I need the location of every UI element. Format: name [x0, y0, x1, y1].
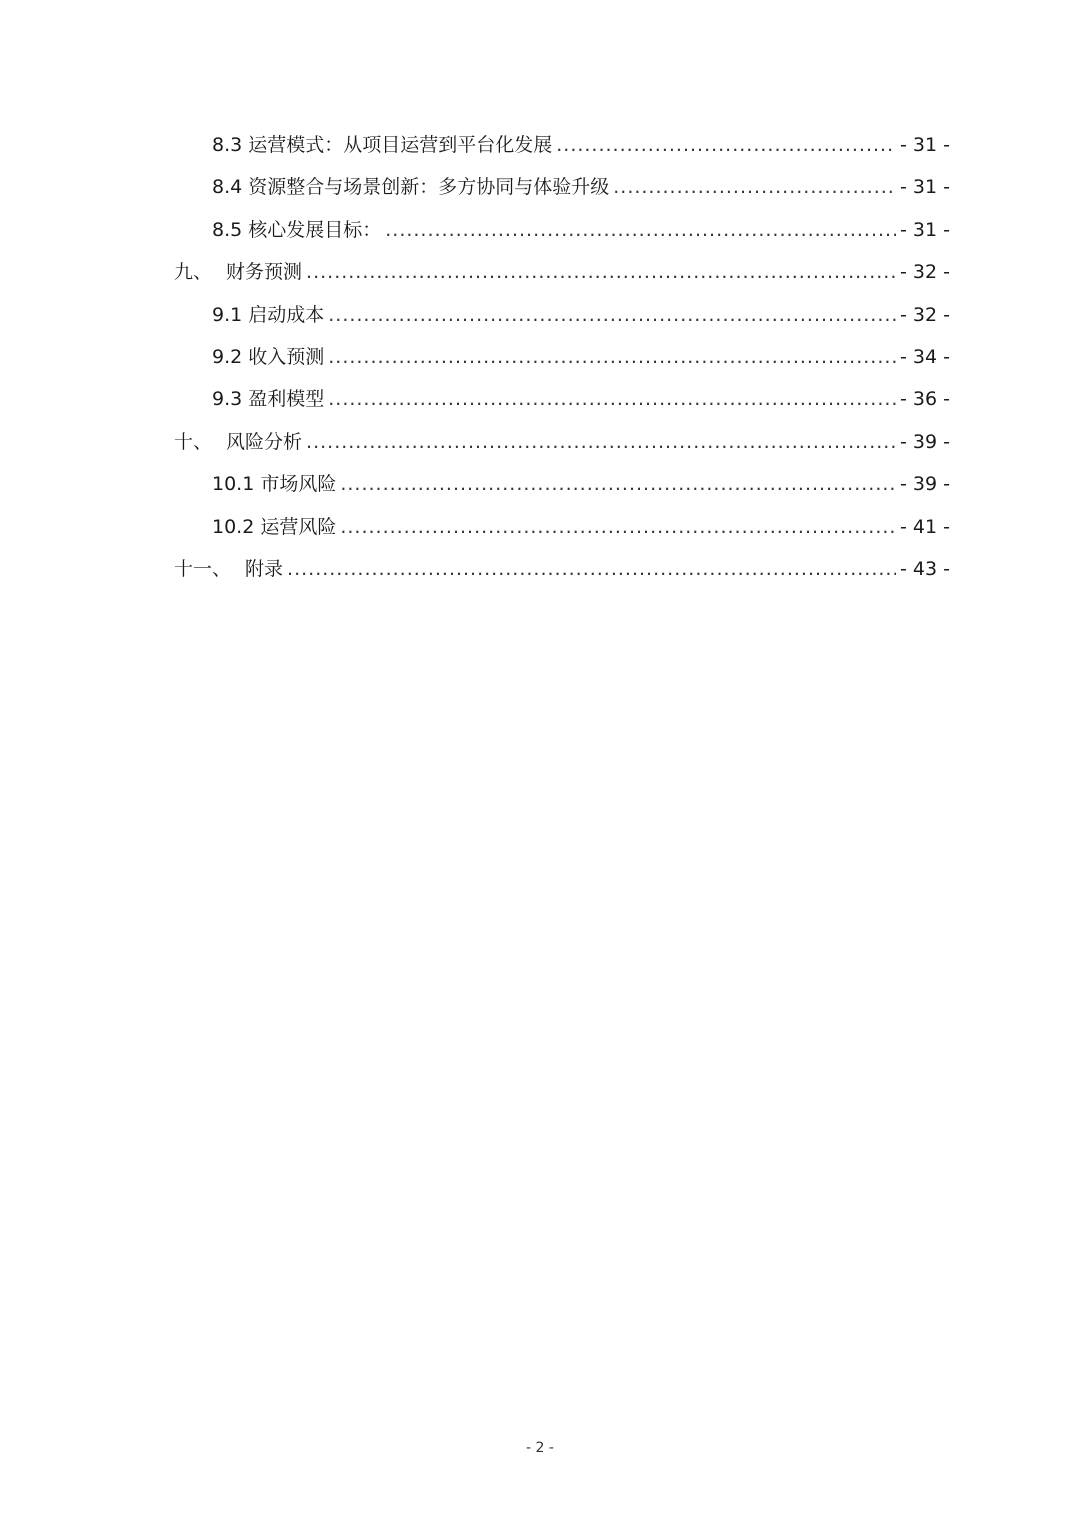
toc-entry-title: 核心发展目标：	[248, 218, 382, 241]
toc-entry-label	[174, 421, 302, 463]
toc-entry-label	[212, 463, 336, 505]
toc-entry-page: - 31 -	[900, 218, 950, 241]
toc-entry-label	[212, 209, 381, 251]
toc-entry-number: 9.1	[212, 303, 243, 326]
toc-entry-title: 运营风险	[260, 515, 337, 538]
toc-entry-page: - 34 -	[900, 345, 950, 368]
toc-leader-dots	[328, 378, 896, 420]
toc-leader-dots	[556, 124, 896, 166]
toc-entry-number: 8.4	[212, 176, 243, 199]
toc-entry-title: 市场风险	[260, 473, 337, 496]
toc-entry-number: 9.3	[212, 388, 243, 411]
toc-entry-number: 10.2	[212, 515, 255, 538]
toc-entry-number: 9.2	[212, 345, 243, 368]
toc-entry-9-2[interactable]	[174, 336, 950, 378]
toc-leader-dots	[306, 421, 896, 463]
toc-leader-dots	[328, 294, 896, 336]
toc-entry-label	[212, 124, 552, 166]
toc-entry-title: 盈利模型	[248, 388, 325, 411]
toc-entry-chapter-10[interactable]	[174, 421, 950, 463]
toc-entry-label	[212, 336, 324, 378]
toc-entry-label	[174, 548, 283, 590]
toc-leader-dots	[340, 506, 896, 548]
toc-entry-page: - 32 -	[900, 303, 950, 326]
page-number-footer: - 2 -	[526, 1440, 554, 1456]
toc-entry-title: 启动成本	[248, 303, 325, 326]
toc-entry-8-5[interactable]	[174, 209, 950, 251]
toc-entry-title: 附录	[245, 557, 284, 580]
toc-entry-title: 风险分析	[226, 430, 303, 453]
toc-entry-label	[212, 294, 324, 336]
toc-entry-title: 运营模式：从项目运营到平台化发展	[248, 134, 553, 156]
toc-entry-8-4[interactable]	[174, 166, 950, 208]
toc-entry-number: 10.1	[212, 473, 255, 496]
toc-leader-dots	[340, 463, 896, 505]
toc-leader-dots	[613, 166, 896, 208]
toc-entry-title: 资源整合与场景创新：多方协同与体验升级	[248, 176, 610, 199]
toc-entry-number: 十一、	[174, 557, 232, 580]
toc-entry-page: - 43 -	[900, 557, 950, 580]
toc-entry-9-1[interactable]	[174, 294, 950, 336]
toc-entry-label	[212, 378, 324, 420]
toc-leader-dots	[287, 548, 896, 590]
toc-leader-dots	[385, 209, 896, 251]
table-of-contents	[174, 124, 950, 590]
toc-entry-page: - 32 -	[900, 261, 950, 284]
toc-entry-10-2[interactable]	[174, 506, 950, 548]
toc-entry-label	[212, 506, 336, 548]
toc-entry-number: 十、	[174, 430, 213, 453]
toc-entry-9-3[interactable]	[174, 378, 950, 420]
toc-entry-title: 财务预测	[226, 261, 303, 284]
toc-entry-page: - 41 -	[900, 515, 950, 538]
toc-entry-chapter-9[interactable]	[174, 251, 950, 293]
toc-entry-number: 8.5	[212, 218, 243, 241]
toc-entry-page: - 36 -	[900, 388, 950, 411]
toc-entry-10-1[interactable]	[174, 463, 950, 505]
toc-leader-dots	[306, 251, 896, 293]
toc-entry-page: - 39 -	[900, 430, 950, 453]
toc-entry-8-3[interactable]	[174, 124, 950, 166]
toc-entry-title: 收入预测	[248, 345, 325, 368]
toc-entry-label	[174, 251, 302, 293]
toc-entry-number: 8.3	[212, 134, 243, 156]
toc-leader-dots	[328, 336, 896, 378]
toc-entry-page: - 31 -	[900, 134, 950, 156]
toc-entry-number: 九、	[174, 261, 213, 284]
toc-entry-label	[212, 166, 609, 208]
toc-entry-chapter-11[interactable]	[174, 548, 950, 590]
toc-entry-page: - 39 -	[900, 473, 950, 496]
toc-entry-page: - 31 -	[900, 176, 950, 199]
